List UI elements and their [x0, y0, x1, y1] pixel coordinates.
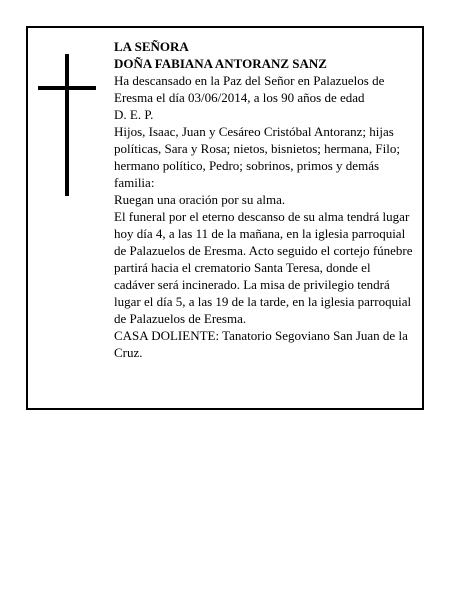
mourning-house: CASA DOLIENTE: Tanatorio Segoviano San Juan de la Cruz. — [114, 328, 408, 360]
cross-icon — [38, 54, 96, 196]
death-statement: Ha descansado en la Paz del Señor en Palazuelos de Eresma el día 03/06/2014, a los 90 años de edad — [114, 73, 385, 105]
family-list: Hijos, Isaac, Juan y Cesáreo Cristóbal Antoranz; hijas políticas, Sara y Rosa; nietos, bisnietos; hermana, Filo; hermano político, Pedro; sobrinos, primos y demás familia: — [114, 124, 400, 190]
prayer-request: Ruegan una oración por su alma. — [114, 192, 286, 207]
notice-body — [114, 38, 414, 361]
rip-text: D. E. P. — [114, 107, 154, 122]
notice-title: LA SEÑORA — [114, 39, 189, 54]
funeral-details: El funeral por el eterno descanso de su alma tendrá lugar hoy día 4, a las 11 de la mañana, en la iglesia parroquial de Palazuelos de Eresma. Acto seguido el cortejo fúnebre partirá hacia el crematorio Santa Teresa, donde el cadáver será incinerado. La misa de privilegio tendrá lugar el día 5, a las 19 de la tarde, en la iglesia parroquial de Palazuelos de Eresma. — [114, 209, 413, 326]
deceased-name: DOÑA FABIANA ANTORANZ SANZ — [114, 56, 327, 71]
